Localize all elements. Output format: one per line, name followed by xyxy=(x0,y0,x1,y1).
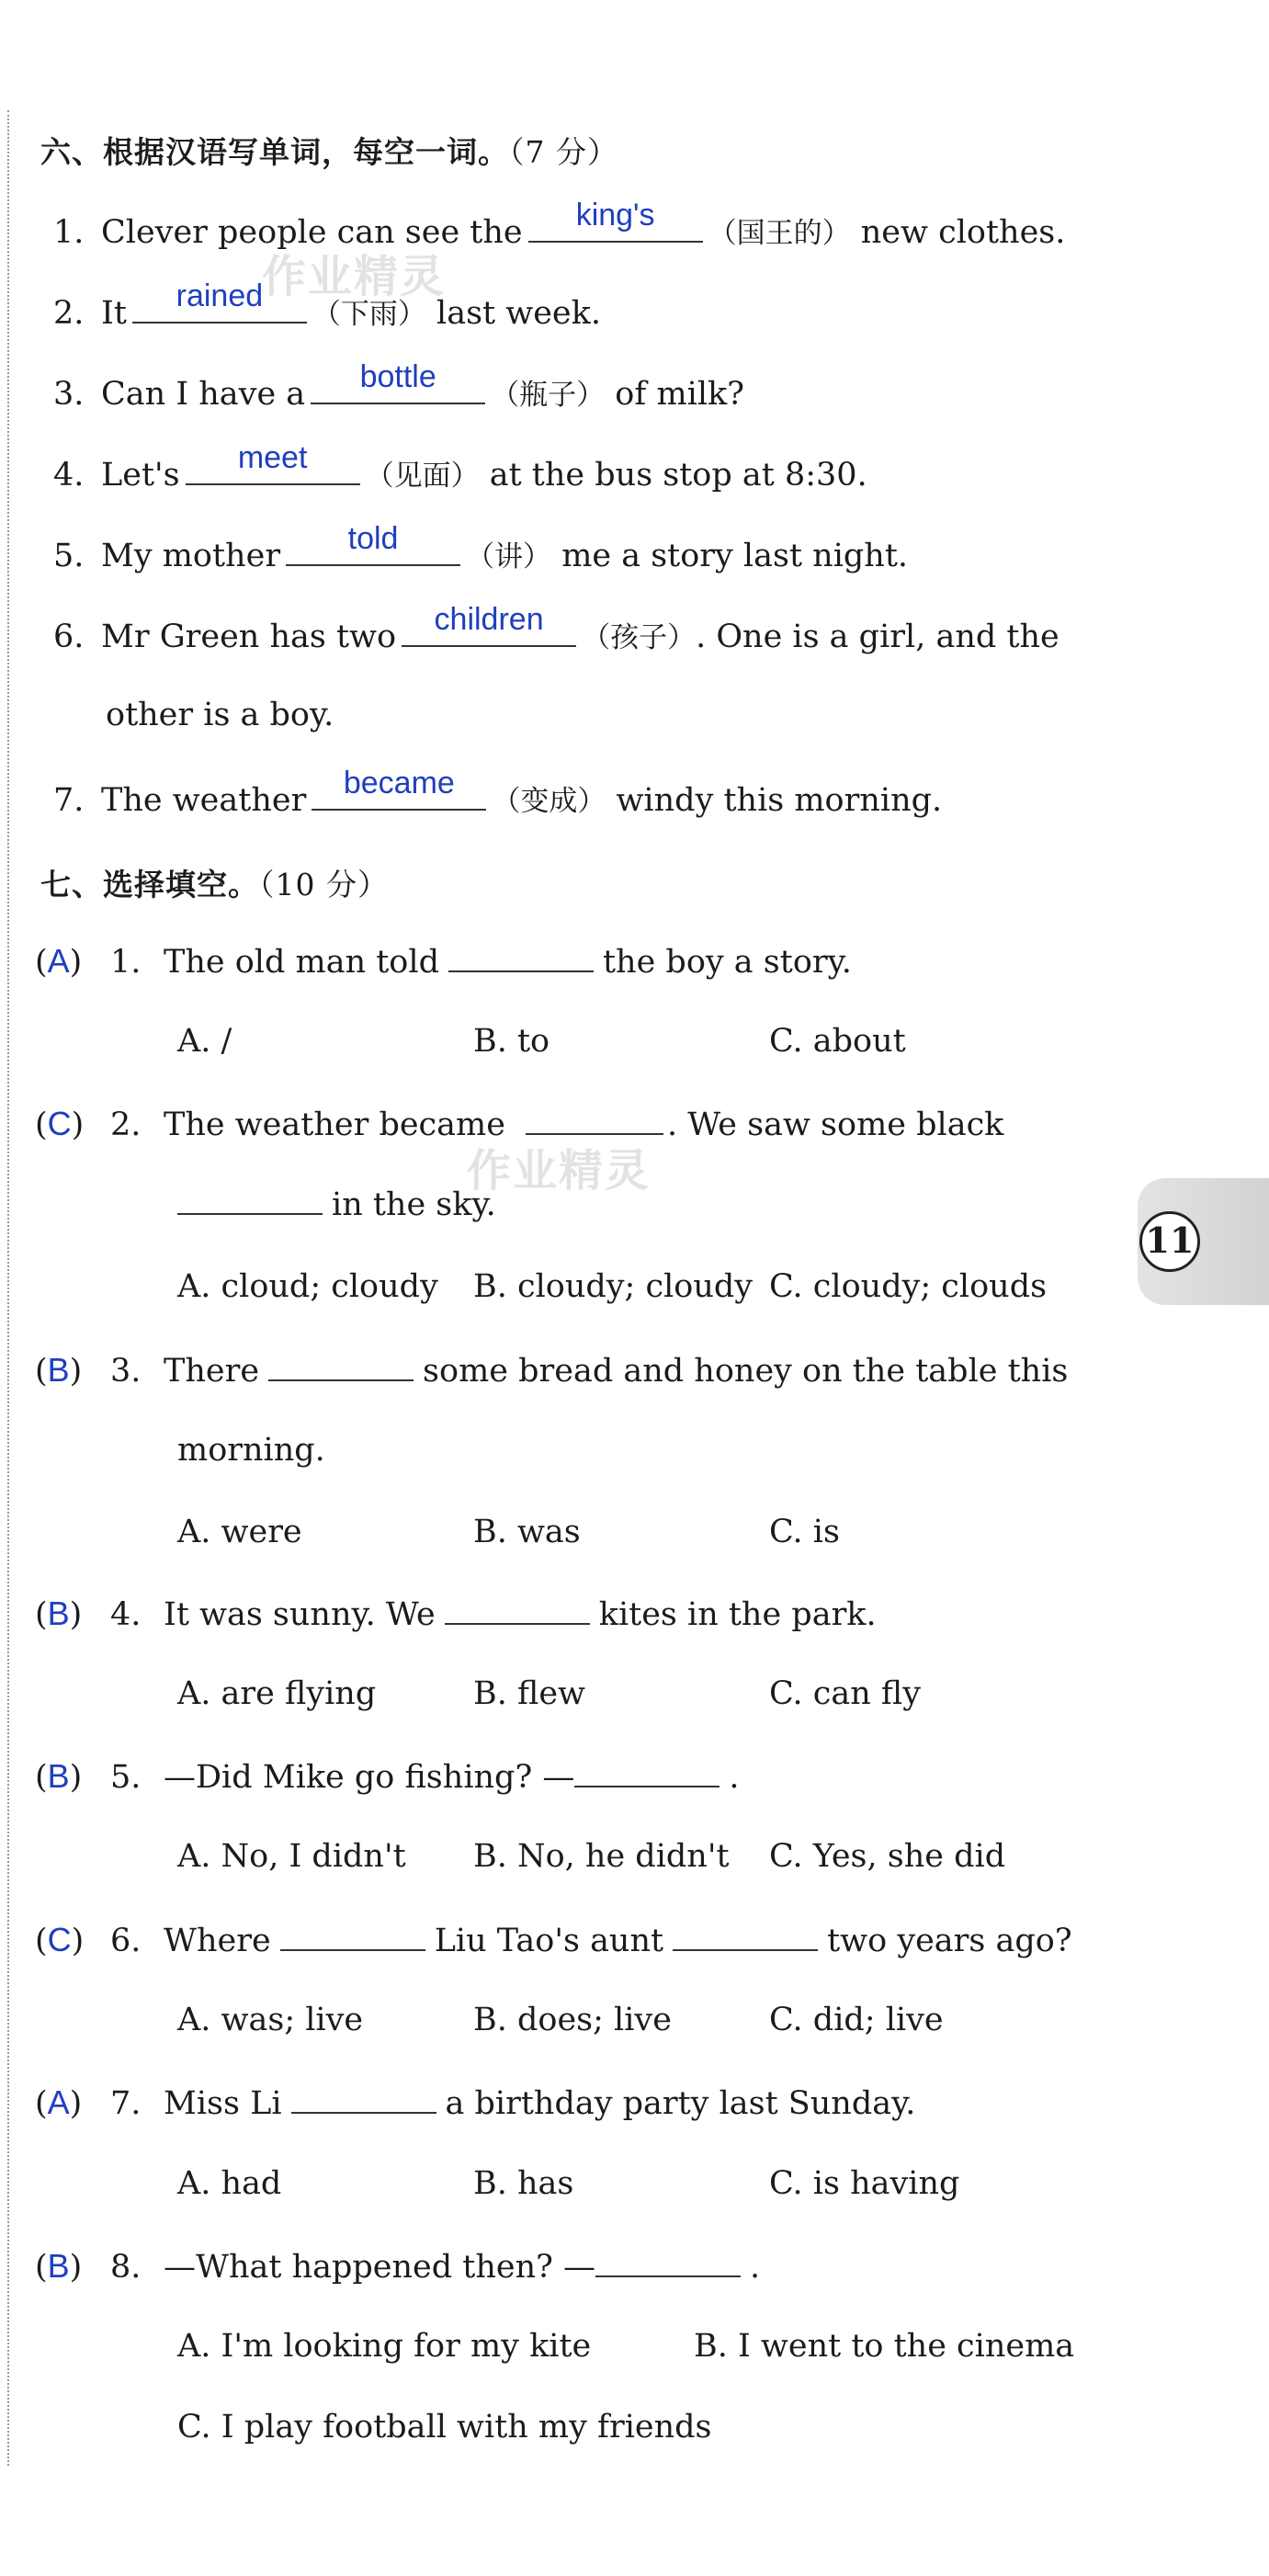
chinese-hint: （孩子） xyxy=(582,621,697,654)
answer-blank[interactable] xyxy=(286,521,460,566)
selected-choice: B xyxy=(47,1594,70,1632)
mc-question-1: (A) 1. The old man told the boy a story. xyxy=(35,942,852,981)
chinese-hint: （讲） xyxy=(466,540,552,573)
question-text: some bread and honey on the table this xyxy=(423,1353,1069,1390)
answer-blank[interactable] xyxy=(280,1922,425,1951)
option-b[interactable]: B. does; live xyxy=(473,2002,672,2038)
option-c[interactable]: C. I play football with my friends xyxy=(177,2409,712,2445)
option-a[interactable]: A. had xyxy=(177,2165,282,2202)
chinese-hint: （瓶子） xyxy=(491,379,606,412)
answer-blank[interactable] xyxy=(177,1186,323,1215)
option-b[interactable]: B. I went to the cinema xyxy=(694,2328,1075,2365)
option-b[interactable]: B. No, he didn't xyxy=(473,1838,730,1875)
selected-choice: A xyxy=(47,942,70,980)
chinese-hint: （变成） xyxy=(492,785,606,818)
option-b[interactable]: B. has xyxy=(473,2165,574,2202)
answer-blank[interactable] xyxy=(186,440,360,485)
item-number: 7. xyxy=(53,782,85,819)
question-number: 3. xyxy=(110,1353,142,1390)
selected-choice: A xyxy=(47,2083,70,2121)
option-a[interactable]: A. was; live xyxy=(177,2002,364,2038)
question-text: . xyxy=(750,2249,761,2286)
item-text: of milk? xyxy=(615,376,744,413)
fill-item-7 xyxy=(53,766,943,819)
option-c[interactable]: C. did; live xyxy=(769,2002,944,2038)
option-c[interactable]: C. cloudy; clouds xyxy=(769,1268,1048,1305)
fill-item-2 xyxy=(53,278,601,332)
option-a[interactable]: A. I'm looking for my kite xyxy=(177,2328,592,2365)
question-text: The old man told xyxy=(164,944,439,981)
section7-score: （10 分） xyxy=(259,867,389,902)
item-text: at the bus stop at 8:30. xyxy=(489,457,867,494)
answer-blank[interactable] xyxy=(528,198,703,243)
question-text: It was sunny. We xyxy=(164,1596,436,1633)
item-text: Let's xyxy=(101,457,180,494)
option-b[interactable]: B. was xyxy=(473,1514,581,1550)
question-text: a birthday party last Sunday. xyxy=(445,2085,916,2122)
item-number: 2. xyxy=(53,295,85,332)
question-text: . We saw some black xyxy=(666,1106,1004,1143)
item-text: Clever people can see the xyxy=(101,214,523,251)
answer-blank[interactable] xyxy=(595,2248,741,2277)
option-a[interactable]: A. were xyxy=(177,1514,302,1550)
fill-item-3 xyxy=(53,359,744,413)
chinese-hint: （见面） xyxy=(365,460,480,493)
option-b[interactable]: B. cloudy; cloudy xyxy=(473,1268,753,1305)
mc-question-3: (B) 3. There some bread and honey on the table this xyxy=(35,1351,1069,1390)
question-text: —What happened then? — xyxy=(164,2249,596,2286)
question-text: two years ago? xyxy=(827,1923,1072,1959)
item-text: me a story last night. xyxy=(561,538,909,574)
item-number: 5. xyxy=(53,538,85,574)
handwritten-answer: became xyxy=(343,766,455,800)
chinese-hint: （国王的） xyxy=(708,217,851,250)
page-number: 11 xyxy=(1139,1211,1200,1272)
answer-blank[interactable] xyxy=(448,943,594,972)
mc-question-2: (C) 2. The weather became . We saw some black xyxy=(35,1105,1004,1143)
selected-choice: C xyxy=(47,1921,72,1958)
answer-blank[interactable] xyxy=(526,1106,663,1135)
question-text: The weather became xyxy=(164,1106,505,1143)
question-text: the boy a story. xyxy=(602,944,852,981)
item-text: Can I have a xyxy=(101,376,306,413)
question-text: Where xyxy=(164,1923,271,1959)
answer-blank[interactable] xyxy=(311,359,485,404)
handwritten-answer: children xyxy=(434,602,544,637)
mc-question-3-continuation: morning. xyxy=(177,1432,325,1469)
item-text: The weather xyxy=(101,782,307,819)
question-text: in the sky. xyxy=(332,1186,496,1223)
answer-blank[interactable] xyxy=(673,1922,818,1951)
mc-question-5: (B) 5. —Did Mike go fishing? — . xyxy=(35,1757,740,1796)
handwritten-answer: meet xyxy=(237,440,308,475)
answer-blank[interactable] xyxy=(402,602,576,647)
handwritten-answer: rained xyxy=(176,278,264,313)
section6-title: 六、根据汉语写单词，每空一词。 xyxy=(40,134,509,170)
option-b[interactable]: B. to xyxy=(473,1023,550,1060)
question-text: Miss Li xyxy=(164,2085,282,2122)
mc-question-2-continuation xyxy=(177,1186,496,1223)
mc-question-8: (B) 8. —What happened then? — . xyxy=(35,2247,761,2286)
option-a[interactable]: A. are flying xyxy=(177,1675,377,1712)
question-number: 5. xyxy=(110,1759,142,1796)
question-text: Liu Tao's aunt xyxy=(434,1923,664,1959)
selected-choice: B xyxy=(47,2247,70,2285)
option-b[interactable]: B. flew xyxy=(473,1675,585,1712)
answer-blank[interactable] xyxy=(268,1352,414,1381)
selected-choice: B xyxy=(47,1757,70,1795)
mc-question-6: (C) 6. Where Liu Tao's aunt two years ago? xyxy=(35,1921,1072,1959)
selected-choice: B xyxy=(47,1351,70,1389)
fill-item-4 xyxy=(53,440,867,494)
option-c[interactable]: C. about xyxy=(769,1023,906,1060)
handwritten-answer: bottle xyxy=(359,359,436,394)
option-c[interactable]: C. is xyxy=(769,1514,840,1550)
answer-blank[interactable] xyxy=(132,278,307,323)
chinese-hint: （下雨） xyxy=(312,298,426,331)
item-text: Mr Green has two xyxy=(101,618,397,655)
watermark-top: 作业精灵 xyxy=(262,251,447,302)
question-number: 4. xyxy=(110,1596,142,1633)
mc-question-7: (A) 7. Miss Li a birthday party last Sunday. xyxy=(35,2083,916,2122)
item-text: It xyxy=(101,295,127,332)
option-c[interactable]: C. is having xyxy=(769,2165,960,2202)
question-text: . xyxy=(729,1759,740,1796)
item-number: 3. xyxy=(53,376,85,413)
binding-dotted-line xyxy=(7,110,9,2466)
fill-item-6 xyxy=(53,602,1059,655)
question-number: 7. xyxy=(110,2085,142,2122)
item-number: 4. xyxy=(53,457,85,494)
answer-blank[interactable] xyxy=(312,766,486,811)
answer-blank[interactable] xyxy=(291,2084,436,2114)
section7-heading xyxy=(40,861,389,904)
answer-blank[interactable] xyxy=(445,1595,590,1625)
option-a[interactable]: A. No, I didn't xyxy=(177,1838,406,1875)
item-text: new clothes. xyxy=(860,214,1066,251)
item-text: . One is a girl, and the xyxy=(696,618,1059,655)
question-text: kites in the park. xyxy=(598,1596,877,1633)
answer-blank[interactable] xyxy=(574,1758,719,1787)
option-a[interactable]: A. cloud; cloudy xyxy=(177,1268,438,1305)
question-text: There xyxy=(164,1353,260,1390)
selected-choice: C xyxy=(47,1105,72,1142)
fill-item-6-continuation: other is a boy. xyxy=(106,697,334,733)
item-number: 6. xyxy=(53,618,85,655)
question-number: 2. xyxy=(110,1106,142,1143)
question-number: 8. xyxy=(110,2249,142,2286)
watermark-middle: 作业精灵 xyxy=(467,1145,651,1197)
question-number: 6. xyxy=(110,1923,142,1959)
handwritten-answer: told xyxy=(347,521,399,556)
section7-title: 七、选择填空。 xyxy=(40,867,259,902)
mc-question-4: (B) 4. It was sunny. We kites in the park. xyxy=(35,1594,877,1633)
item-text: My mother xyxy=(101,538,281,574)
option-a[interactable]: A. / xyxy=(177,1023,232,1060)
item-number: 1. xyxy=(53,214,85,251)
option-c[interactable]: C. Yes, she did xyxy=(769,1838,1006,1875)
section6-heading xyxy=(40,129,618,172)
question-text: —Did Mike go fishing? — xyxy=(164,1759,575,1796)
fill-item-1 xyxy=(53,198,1066,251)
question-number: 1. xyxy=(110,944,142,981)
option-c[interactable]: C. can fly xyxy=(769,1675,922,1712)
fill-item-5 xyxy=(53,521,909,574)
handwritten-answer: king's xyxy=(575,198,655,233)
section6-score: （7 分） xyxy=(509,134,618,170)
item-text: windy this morning. xyxy=(616,782,943,819)
item-text: last week. xyxy=(436,295,601,332)
